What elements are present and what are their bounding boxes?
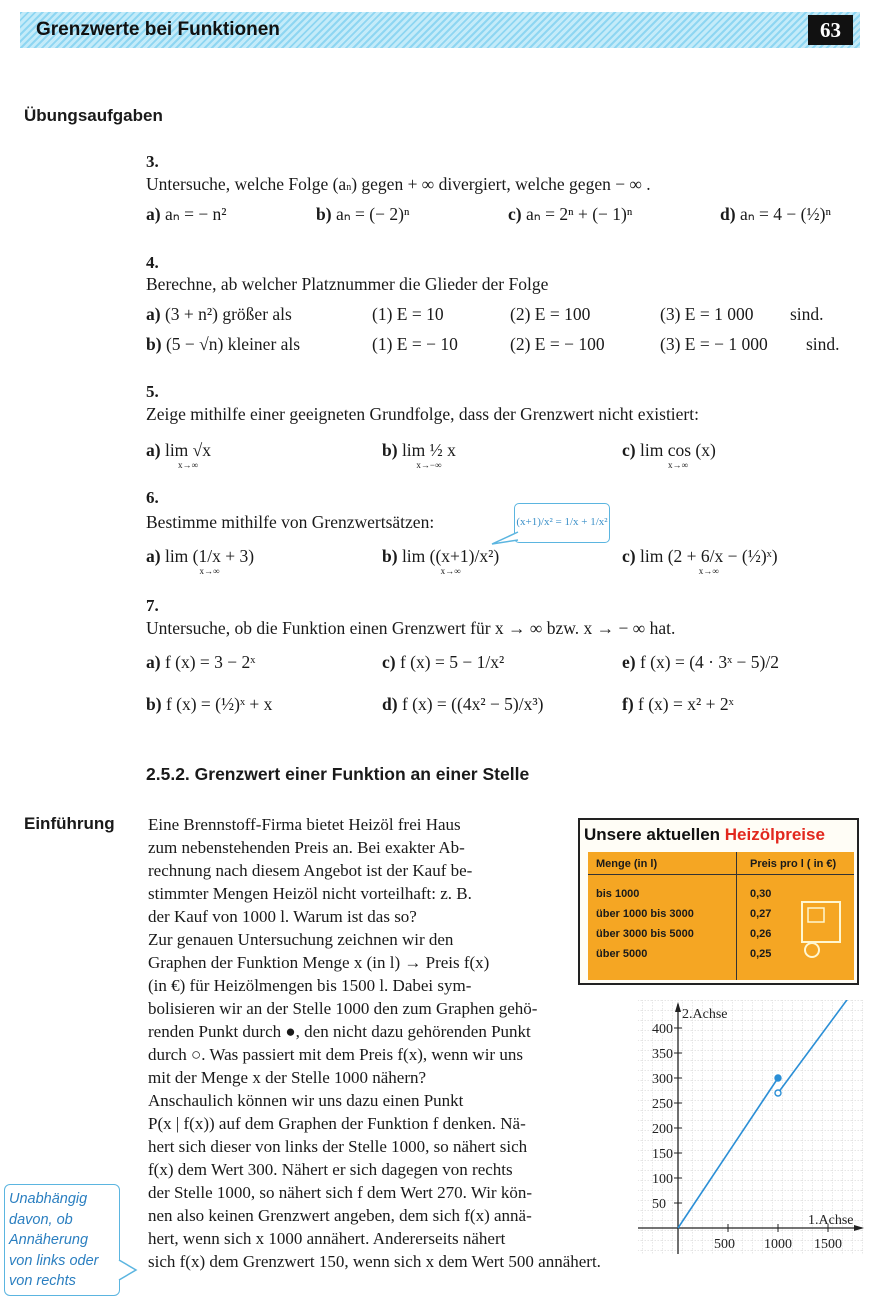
exercise-5-a: a) lim √x x→∞ — [146, 440, 212, 470]
exercise-4-b1: (1) E = − 10 — [372, 334, 458, 354]
intro-line: Anschaulich können wir uns dazu einen Punkt — [148, 1091, 464, 1110]
exercise-5-number: 5. — [146, 382, 159, 401]
intro-line: hert, wenn sich x 1000 annähert. Andererseits nähert — [148, 1229, 506, 1248]
price-table — [588, 852, 854, 980]
exercise-6-number: 6. — [146, 488, 159, 507]
exercise-7-d: d) f (x) = ((4x² − 5)/x³) — [382, 694, 544, 714]
exercise-4-a-end: sind. — [790, 304, 824, 324]
exercise-7-text: Untersuche, ob die Funktion einen Grenzwert für x → ∞ bzw. x → − ∞ hat. — [146, 618, 676, 638]
open-point — [775, 1090, 781, 1096]
intro-line: Eine Brennstoff-Firma bietet Heizöl frei Haus — [148, 815, 461, 834]
table-row: 0,30 — [750, 888, 772, 900]
side-note-text: Unabhängig davon, ob Annäherung von links oder von rechts — [9, 1191, 99, 1289]
table-row: 0,26 — [750, 928, 772, 940]
price-graph — [632, 1000, 868, 1258]
hint-box: (x+1)/x² = 1/x + 1/x² — [514, 503, 610, 543]
exercise-5-text: Zeige mithilfe einer geeigneten Grundfolge, dass der Grenzwert nicht existiert: — [146, 404, 699, 424]
col-header-quantity: Menge (in l) — [596, 858, 658, 870]
intro-line: renden Punkt durch ●, den nicht dazu gehörenden Punkt — [148, 1022, 531, 1041]
intro-line: zum nebenstehenden Preis an. Bei exakter Ab- — [148, 838, 465, 857]
section-title: Übungsaufgaben — [24, 106, 163, 125]
exercise-6-b: b) lim ((x+1)/x²) x→∞ — [382, 546, 500, 576]
x-tick-label: 500 — [714, 1237, 735, 1252]
table-row: über 3000 bis 5000 — [596, 928, 694, 940]
page-number: 63 — [808, 15, 853, 45]
y-tick-label: 400 — [652, 1022, 673, 1037]
intro-line: P(x | f(x)) auf dem Graphen der Funktion f denken. Nä- — [148, 1114, 526, 1133]
tanker-truck-icon — [788, 892, 848, 962]
exercise-5-b: b) lim ½ x x→−∞ — [382, 440, 456, 470]
y-tick-label: 350 — [652, 1047, 673, 1062]
y-tick-label: 50 — [652, 1197, 666, 1212]
exercise-3-d: d) aₙ = 4 − (½)ⁿ — [720, 204, 831, 224]
intro-line: der Stelle 1000, so nähert sich f dem Wert 270. Wir kön- — [148, 1183, 532, 1202]
exercise-4-text: Berechne, ab welcher Platznummer die Glieder der Folge — [146, 274, 549, 294]
intro-line: f(x) dem Wert 300. Nähert er sich dagegen von rechts — [148, 1160, 513, 1179]
exercise-4-a1: (1) E = 10 — [372, 304, 444, 324]
x-tick-label: 1000 — [764, 1237, 792, 1252]
y-tick-label: 200 — [652, 1122, 673, 1137]
exercise-3-a: a) aₙ = − n² — [146, 204, 227, 224]
x-axis-label: 1.Achse — [808, 1213, 854, 1228]
y-tick-label: 100 — [652, 1172, 673, 1187]
side-note-pointer — [118, 1256, 140, 1282]
exercise-7-e: e) f (x) = (4 · 3ˣ − 5)/2 — [622, 652, 779, 672]
heating-oil-price-ad — [578, 818, 859, 985]
intro-line: rechnung nach diesem Angebot ist der Kauf be- — [148, 861, 473, 880]
exercise-6-c: c) lim (2 + 6/x − (½)ˣ) x→∞ — [622, 546, 778, 576]
table-divider — [588, 874, 854, 875]
intro-line: hert sich dieser von links der Stelle 1000, so nähert sich — [148, 1137, 528, 1156]
exercise-3-b: b) aₙ = (− 2)ⁿ — [316, 204, 410, 224]
hint-pointer — [490, 530, 520, 546]
y-tick-label: 250 — [652, 1097, 673, 1112]
chapter-title: Grenzwerte bei Funktionen — [36, 19, 280, 40]
intro-line: durch ○. Was passiert mit dem Preis f(x), wenn wir uns — [148, 1045, 523, 1064]
intro-line: stimmter Mengen Heizöl nicht vorteilhaft: z. B. — [148, 884, 472, 903]
exercise-4-b2: (2) E = − 100 — [510, 334, 605, 354]
exercise-4-a3: (3) E = 1 000 — [660, 304, 754, 324]
exercise-4-b: b) (5 − √n) kleiner als — [146, 334, 301, 354]
exercise-7-f: f) f (x) = x² + 2ˣ — [622, 694, 734, 714]
table-row: über 5000 — [596, 948, 648, 960]
exercise-4-b3: (3) E = − 1 000 — [660, 334, 768, 354]
table-divider — [736, 852, 737, 980]
exercise-7-b: b) f (x) = (½)ˣ + x — [146, 694, 273, 714]
intro-line: nen also keinen Grenzwert angeben, dem sich f(x) annä- — [148, 1206, 532, 1225]
intro-label: Einführung — [24, 814, 115, 833]
ad-title: Unsere aktuellen Heizölpreise — [584, 825, 825, 844]
exercise-4-a: a) (3 + n²) größer als — [146, 304, 292, 324]
intro-line: Graphen der Funktion Menge x (in l) → Preis f(x) — [148, 953, 490, 972]
exercise-4-a2: (2) E = 100 — [510, 304, 591, 324]
side-note — [4, 1184, 120, 1296]
intro-line: Zur genauen Untersuchung zeichnen wir den — [148, 930, 454, 949]
exercise-4-b-end: sind. — [806, 334, 840, 354]
exercise-3-c: c) aₙ = 2ⁿ + (− 1)ⁿ — [508, 204, 633, 224]
exercise-7-c: c) f (x) = 5 − 1/x² — [382, 652, 505, 672]
intro-line: (in €) für Heizölmengen bis 1500 l. Dabei sym- — [148, 976, 472, 995]
table-row: 0,27 — [750, 908, 772, 920]
intro-line: sich f(x) dem Grenzwert 150, wenn sich x dem Wert 500 annähert. — [148, 1252, 601, 1271]
intro-line: mit der Menge x der Stelle 1000 nähern? — [148, 1068, 427, 1087]
exercise-7-number: 7. — [146, 596, 159, 615]
exercise-5-c: c) lim cos (x) x→∞ — [622, 440, 716, 470]
exercise-3-text: Untersuche, welche Folge (an) gegen + ∞ divergiert, welche gegen − ∞ . — [146, 174, 651, 194]
filled-point — [775, 1075, 781, 1081]
table-row: über 1000 bis 3000 — [596, 908, 694, 920]
exercise-7-a: a) f (x) = 3 − 2ˣ — [146, 652, 256, 672]
intro-paragraph — [148, 813, 601, 1273]
y-axis-label: 2.Achse — [682, 1007, 728, 1022]
exercise-4-number: 4. — [146, 253, 159, 272]
y-tick-label: 150 — [652, 1147, 673, 1162]
subsection-title: 2.5.2. Grenzwert einer Funktion an einer Stelle — [146, 764, 530, 784]
y-tick-label: 300 — [652, 1072, 673, 1087]
exercise-6-a: a) lim (1/x + 3) x→∞ — [146, 546, 255, 576]
exercise-6-text: Bestimme mithilfe von Grenzwertsätzen: — [146, 512, 435, 532]
col-header-price: Preis pro l ( in €) — [750, 858, 837, 870]
intro-line: bolisieren wir an der Stelle 1000 den zum Graphen gehö- — [148, 999, 538, 1018]
x-tick-label: 1500 — [814, 1237, 842, 1252]
exercise-3-number: 3. — [146, 152, 159, 171]
table-row: bis 1000 — [596, 888, 640, 900]
table-row: 0,25 — [750, 948, 772, 960]
intro-line: der Kauf von 1000 l. Warum ist das so? — [148, 907, 417, 926]
